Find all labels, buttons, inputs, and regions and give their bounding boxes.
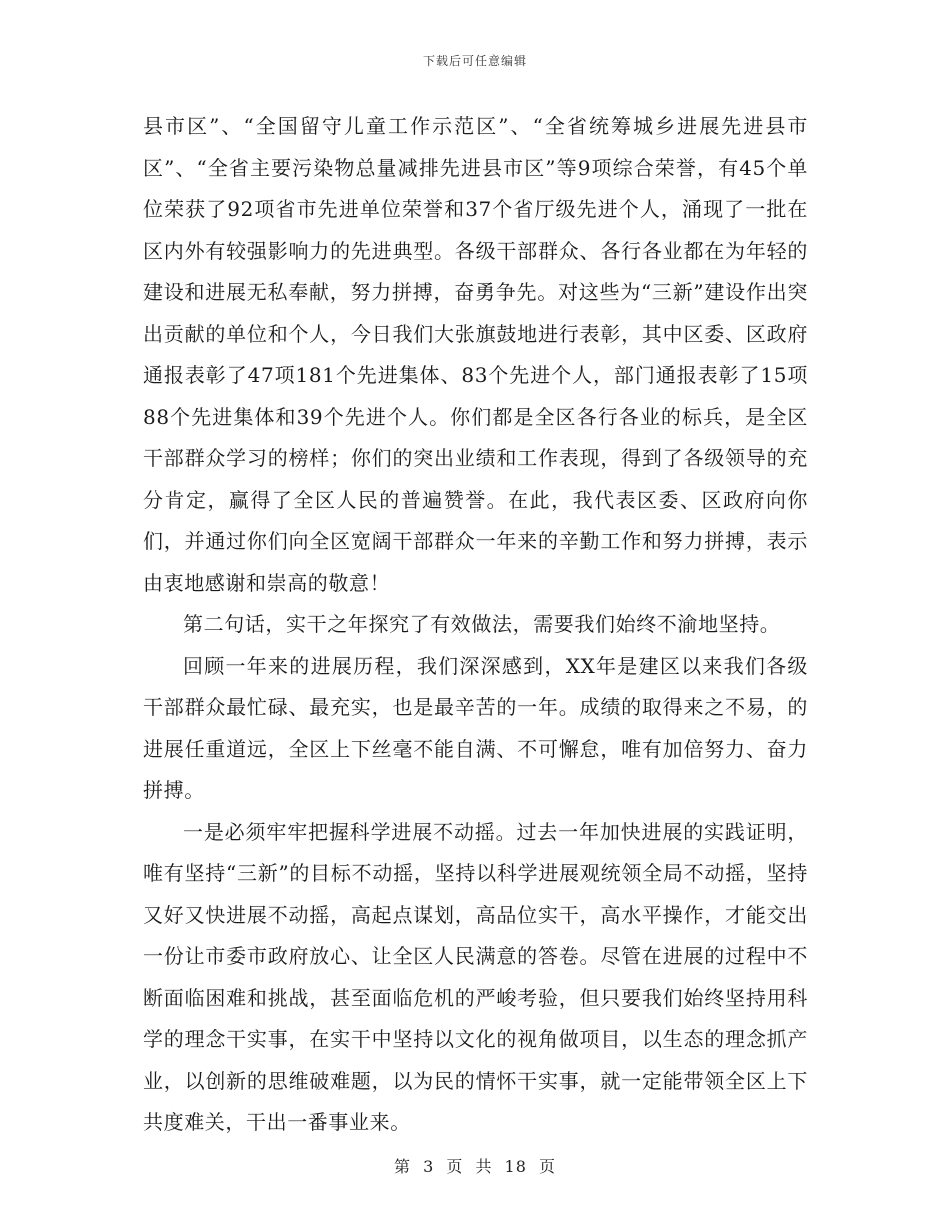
document-body — [143, 106, 808, 1144]
paragraph-first-requirement: 一是必须牢牢把握科学进展不动摇。过去一年加快进展的实践证明，唯有坚持“三新”的目标不动摇，坚持以科学进展观统领全局不动摇，坚持又好又快进展不动摇，高起点谋划，高品位实干，高水平操作，才能交出一份让市委市政府放心、让全区人民满意的答卷。尽管在进展的过程中不断面临困难和挑战，甚至面临危机的严峻考验，但只要我们始终坚持用科学的理念干实事，在实干中坚持以文化的视角做项目，以生态的理念抓产业，以创新的思维破难题，以为民的情怀干实事，就一定能带领全区上下共度难关，干出一番事业来。 — [143, 819, 808, 1134]
paragraph-review: 回顾一年来的进展历程，我们深深感到，XX年是建区以来我们各级干部群众最忙碌、最充实，也是最辛苦的一年。成绩的取得来之不易，的进展任重道远，全区上下丝毫不能自满、不可懈怠，唯有加倍努力、奋力拼搏。 — [143, 653, 808, 802]
paragraph-second-point: 第二句话，实干之年探究了有效做法，需要我们始终不渝地坚持。 — [183, 612, 781, 636]
page-header: 下载后可任意编辑 — [422, 54, 527, 68]
paragraph-honors: 县市区”、“全国留守儿童工作示范区”、“全省统筹城乡进展先进县市区”、“全省主要污染物总量减排先进县市区”等9项综合荣誉，有45个单位荣获了92项省市先进单位荣誉和37个省厅级先进个人，涌现了一批在区内外有较强影响力的先进典型。各级干部群众、各行各业都在为年轻的建设和进展无私奉献，努力拼搏，奋勇争先。对这些为“三新”建设作出突出贡献的单位和个人，今日我们大张旗鼓地进行表彰，其中区委、区政府通报表彰了47项181个先进集体、83个先进个人，部门通报表彰了15项88个先进集体和39个先进个人。你们都是全区各行各业的标兵，是全区干部群众学习的榜样；你们的突出业绩和工作表现，得到了各级领导的充分肯定，赢得了全区人民的普遍赞誉。在此，我代表区委、区政府向你们，并通过你们向全区宽阔干部群众一年来的辛勤工作和努力拼搏，表示由衷地感谢和崇高的敬意！ — [143, 114, 808, 595]
page-number-footer: 第 3 页 共 18 页 — [394, 1157, 556, 1176]
